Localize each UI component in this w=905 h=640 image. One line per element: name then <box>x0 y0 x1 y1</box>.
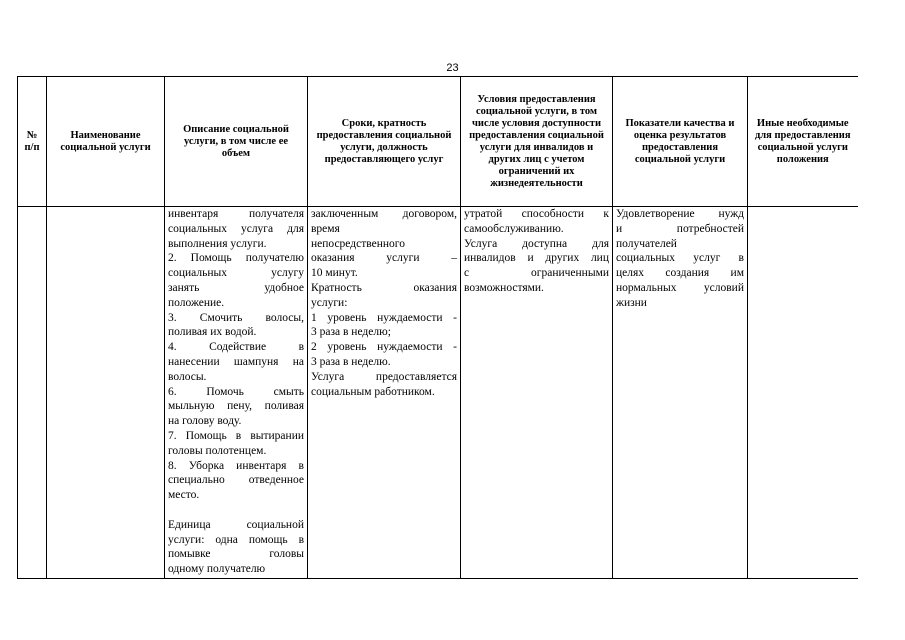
cell-quality <box>613 207 748 579</box>
text-line: социальных услуг в <box>616 252 744 265</box>
conditions-text <box>464 207 609 296</box>
header-other: Иные необходимые для предоставления социальной услуги положения <box>748 77 858 207</box>
text-line: социальных услугу <box>168 267 304 280</box>
text-line: социальным работником. <box>311 385 435 398</box>
text-line: Услуга предоставляется <box>311 370 457 383</box>
text-line: волосы. <box>168 370 207 383</box>
text-line: заключенным договором, <box>311 208 457 220</box>
text-line: Удовлетворение нужд <box>616 208 744 220</box>
text-line: услуги: одна помощь в <box>168 533 304 546</box>
text-line: социальных услуга для <box>168 222 304 235</box>
table-header-row <box>18 77 858 207</box>
text-line: 3. Смочить волосы, <box>168 311 304 324</box>
text-line: нормальных условий <box>616 281 744 294</box>
header-conditions: Условия предоставления социальной услуги, в том числе условия доступности предоставления социальной услуги для инвалидов и других лиц с учетом ограничений их жизнедеятельности <box>461 77 613 207</box>
text-line: 8. Уборка инвентаря в <box>168 459 304 472</box>
cell-other <box>748 207 858 579</box>
text-line: выполнения услуги. <box>168 237 267 250</box>
text-line: с ограниченными <box>464 267 609 280</box>
quality-text <box>616 207 744 311</box>
services-table <box>17 76 858 579</box>
text-line: специально отведенное <box>168 474 304 487</box>
text-line: 6. Помочь смыть <box>168 385 304 398</box>
text-line: утратой способности к <box>464 208 609 220</box>
text-line: 10 минут. <box>311 267 358 280</box>
header-terms: Сроки, кратность предоставления социальной услуги, должность предоставляющего услуг <box>308 77 461 207</box>
text-line: получателей <box>616 237 677 250</box>
text-line: 2. Помощь получателю <box>168 252 304 265</box>
text-line: нанесении шампуня на <box>168 355 304 368</box>
text-line: место. <box>168 489 200 502</box>
text-line: положение. <box>168 296 225 309</box>
header-quality: Показатели качества и оценка результатов предоставления социальной услуги <box>613 77 748 207</box>
text-line: и потребностей <box>616 222 744 235</box>
text-line: 4. Содействие в <box>168 341 304 354</box>
cell-description <box>165 207 308 579</box>
description-text <box>168 207 304 577</box>
text-line: услуги: <box>311 296 348 309</box>
text-line: 2 уровень нуждаемости - <box>311 341 457 354</box>
text-line: инвалидов и других лиц <box>464 252 609 265</box>
text-line: 1 уровень нуждаемости - <box>311 311 457 324</box>
cell-number <box>18 207 47 579</box>
text-line: время <box>311 222 340 235</box>
text-line: мыльную пену, поливая <box>168 400 304 413</box>
text-line: поливая их водой. <box>168 326 257 339</box>
terms-text <box>311 207 457 399</box>
text-line: Единица социальной <box>168 518 304 531</box>
text-line: Услуга доступна для <box>464 237 609 250</box>
text-line: непосредственного <box>311 237 405 250</box>
header-number: № п/п <box>18 77 47 207</box>
blank-line <box>168 503 304 518</box>
text-line: головы полотенцем. <box>168 444 267 457</box>
text-line: одному получателю <box>168 563 266 576</box>
text-line: помывке головы <box>168 548 304 561</box>
text-line: на голову воду. <box>168 415 242 428</box>
text-line: оказания услуги – <box>311 252 457 265</box>
text-line: 3 раза в неделю; <box>311 326 391 339</box>
cell-service-name <box>47 207 165 579</box>
text-line: целях создания им <box>616 267 744 280</box>
text-line: занять удобное <box>168 281 304 294</box>
text-line: 3 раза в неделю. <box>311 355 391 368</box>
text-line: возможностями. <box>464 281 544 294</box>
text-line: 7. Помощь в вытирании <box>168 429 304 442</box>
text-line: самообслуживанию. <box>464 222 564 235</box>
cell-conditions <box>461 207 613 579</box>
text-line: жизни <box>616 296 647 309</box>
header-description: Описание социальной услуги, в том числе ее объем <box>165 77 308 207</box>
header-service-name: Наименование социальной услуги <box>47 77 165 207</box>
table-row <box>18 207 858 579</box>
text-line: инвентаря получателя <box>168 208 304 220</box>
page-number: 23 <box>446 62 459 74</box>
cell-terms <box>308 207 461 579</box>
text-line: Кратность оказания <box>311 281 457 294</box>
